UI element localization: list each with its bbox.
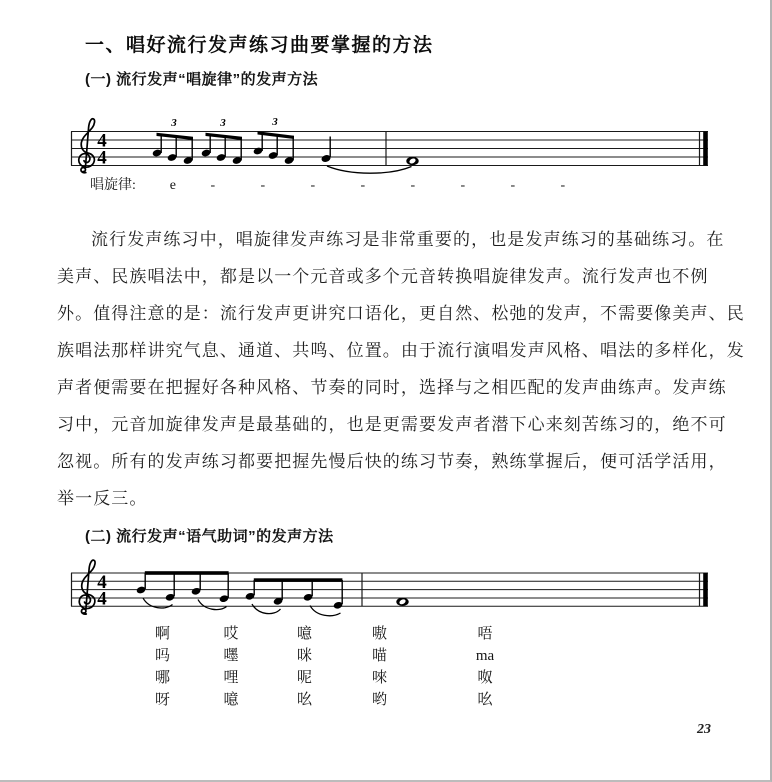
paragraph-line: 美声、民族唱法中，都是以一个元音或多个元音转换唱旋律发声。流行发声也不例 <box>57 267 709 286</box>
melody-syllable: - <box>510 178 516 193</box>
lyric-cell: 喵 <box>371 648 387 664</box>
lyric-cell: 哟 <box>371 692 387 708</box>
paragraph-line: 外。值得注意的是：流行发声更讲究口语化，更自然、松弛的发声，不需要像美声、民 <box>57 304 745 323</box>
lyric-cell: 唻 <box>371 670 387 686</box>
svg-text:3: 3 <box>272 116 278 128</box>
lyric-cell: 呀 <box>154 692 170 708</box>
paragraph-line: 习中，元音加旋律发声是最基础的，也是更需要发声者潜下心来刻苦练习的，绝不可 <box>57 415 727 434</box>
lyric-cell: 唔 <box>477 626 493 642</box>
lyric-cell: 吗 <box>154 648 170 664</box>
paragraph-line: 举一反三。 <box>57 489 148 508</box>
melody-syllable: - <box>310 178 316 193</box>
melody-syllable: - <box>210 178 216 193</box>
staff-lines <box>71 573 708 606</box>
whole-note <box>396 598 408 606</box>
svg-text:4: 4 <box>97 588 107 610</box>
melody-syllable: - <box>460 178 466 193</box>
melody-syllable: - <box>560 178 566 193</box>
lyric-cell: ma <box>475 648 495 664</box>
section2-title: (二) 流行发声“语气助词”的发声方法 <box>85 528 334 545</box>
tie-curve <box>327 166 412 173</box>
page-number: 23 <box>697 722 711 737</box>
svg-text:4: 4 <box>97 571 107 593</box>
lyric-cell: 噫 <box>223 692 239 708</box>
time-signature <box>97 572 107 610</box>
lyric-cell: 咪 <box>296 648 312 664</box>
paragraph-line: 族唱法那样讲究气息、通道、共鸣、位置。由于流行演唱发声风格、唱法的多样化，发 <box>57 341 745 360</box>
triplet-group-1 <box>152 117 193 165</box>
lyric-cell: 噫 <box>296 626 312 642</box>
lyric-cell: 吆 <box>296 692 312 708</box>
triplet-group-2 <box>201 117 242 165</box>
svg-text:3: 3 <box>171 117 177 129</box>
svg-text:4: 4 <box>97 147 107 169</box>
melody-syllable: - <box>360 178 366 193</box>
eighth-note-group-2 <box>245 578 343 615</box>
melody-syllable: e <box>169 178 176 193</box>
lyric-cell: 哪 <box>154 670 170 686</box>
melody-syllable: - <box>260 178 266 193</box>
paragraph-line: 声者便需要在把握好各种风格、节奏的同时，选择与之相匹配的发声曲练声。发声练 <box>57 378 727 397</box>
body-paragraph <box>57 221 745 517</box>
page-title: 一、唱好流行发声练习曲要掌握的方法 <box>85 35 434 56</box>
lyric-cell: 吆 <box>477 692 493 708</box>
time-signature <box>97 131 107 169</box>
paragraph-line: 忽视。所有的发声练习都要把握先慢后快的练习节奏，熟练掌握后，便可活学活用， <box>57 452 727 471</box>
lyric-cell: 呶 <box>477 670 493 686</box>
treble-clef-icon <box>79 119 95 173</box>
eighth-note-group-1 <box>136 571 229 609</box>
melody-lyric-line <box>90 174 588 194</box>
whole-note <box>406 157 418 165</box>
svg-text:4: 4 <box>97 130 107 152</box>
melody-syllable: - <box>410 178 416 193</box>
particle-lyrics-grid <box>130 623 553 711</box>
staff-2-notation <box>60 558 710 620</box>
lyric-cell: 哩 <box>223 670 239 686</box>
melody-label: 唱旋律: <box>90 178 136 193</box>
lyric-cell: 嚜 <box>223 648 239 664</box>
lyric-cell: 呢 <box>296 670 312 686</box>
lyric-cell: 啊 <box>154 626 170 642</box>
lyric-cell: 哎 <box>223 626 239 642</box>
svg-text:3: 3 <box>220 117 226 129</box>
lyric-cell: 嗷 <box>371 626 387 642</box>
staff-1-notation <box>60 110 710 180</box>
paragraph-line: 流行发声练习中，唱旋律发声练习是非常重要的，也是发声练习的基础练习。在 <box>91 230 725 249</box>
section1-title: (一) 流行发声“唱旋律”的发声方法 <box>85 71 319 88</box>
